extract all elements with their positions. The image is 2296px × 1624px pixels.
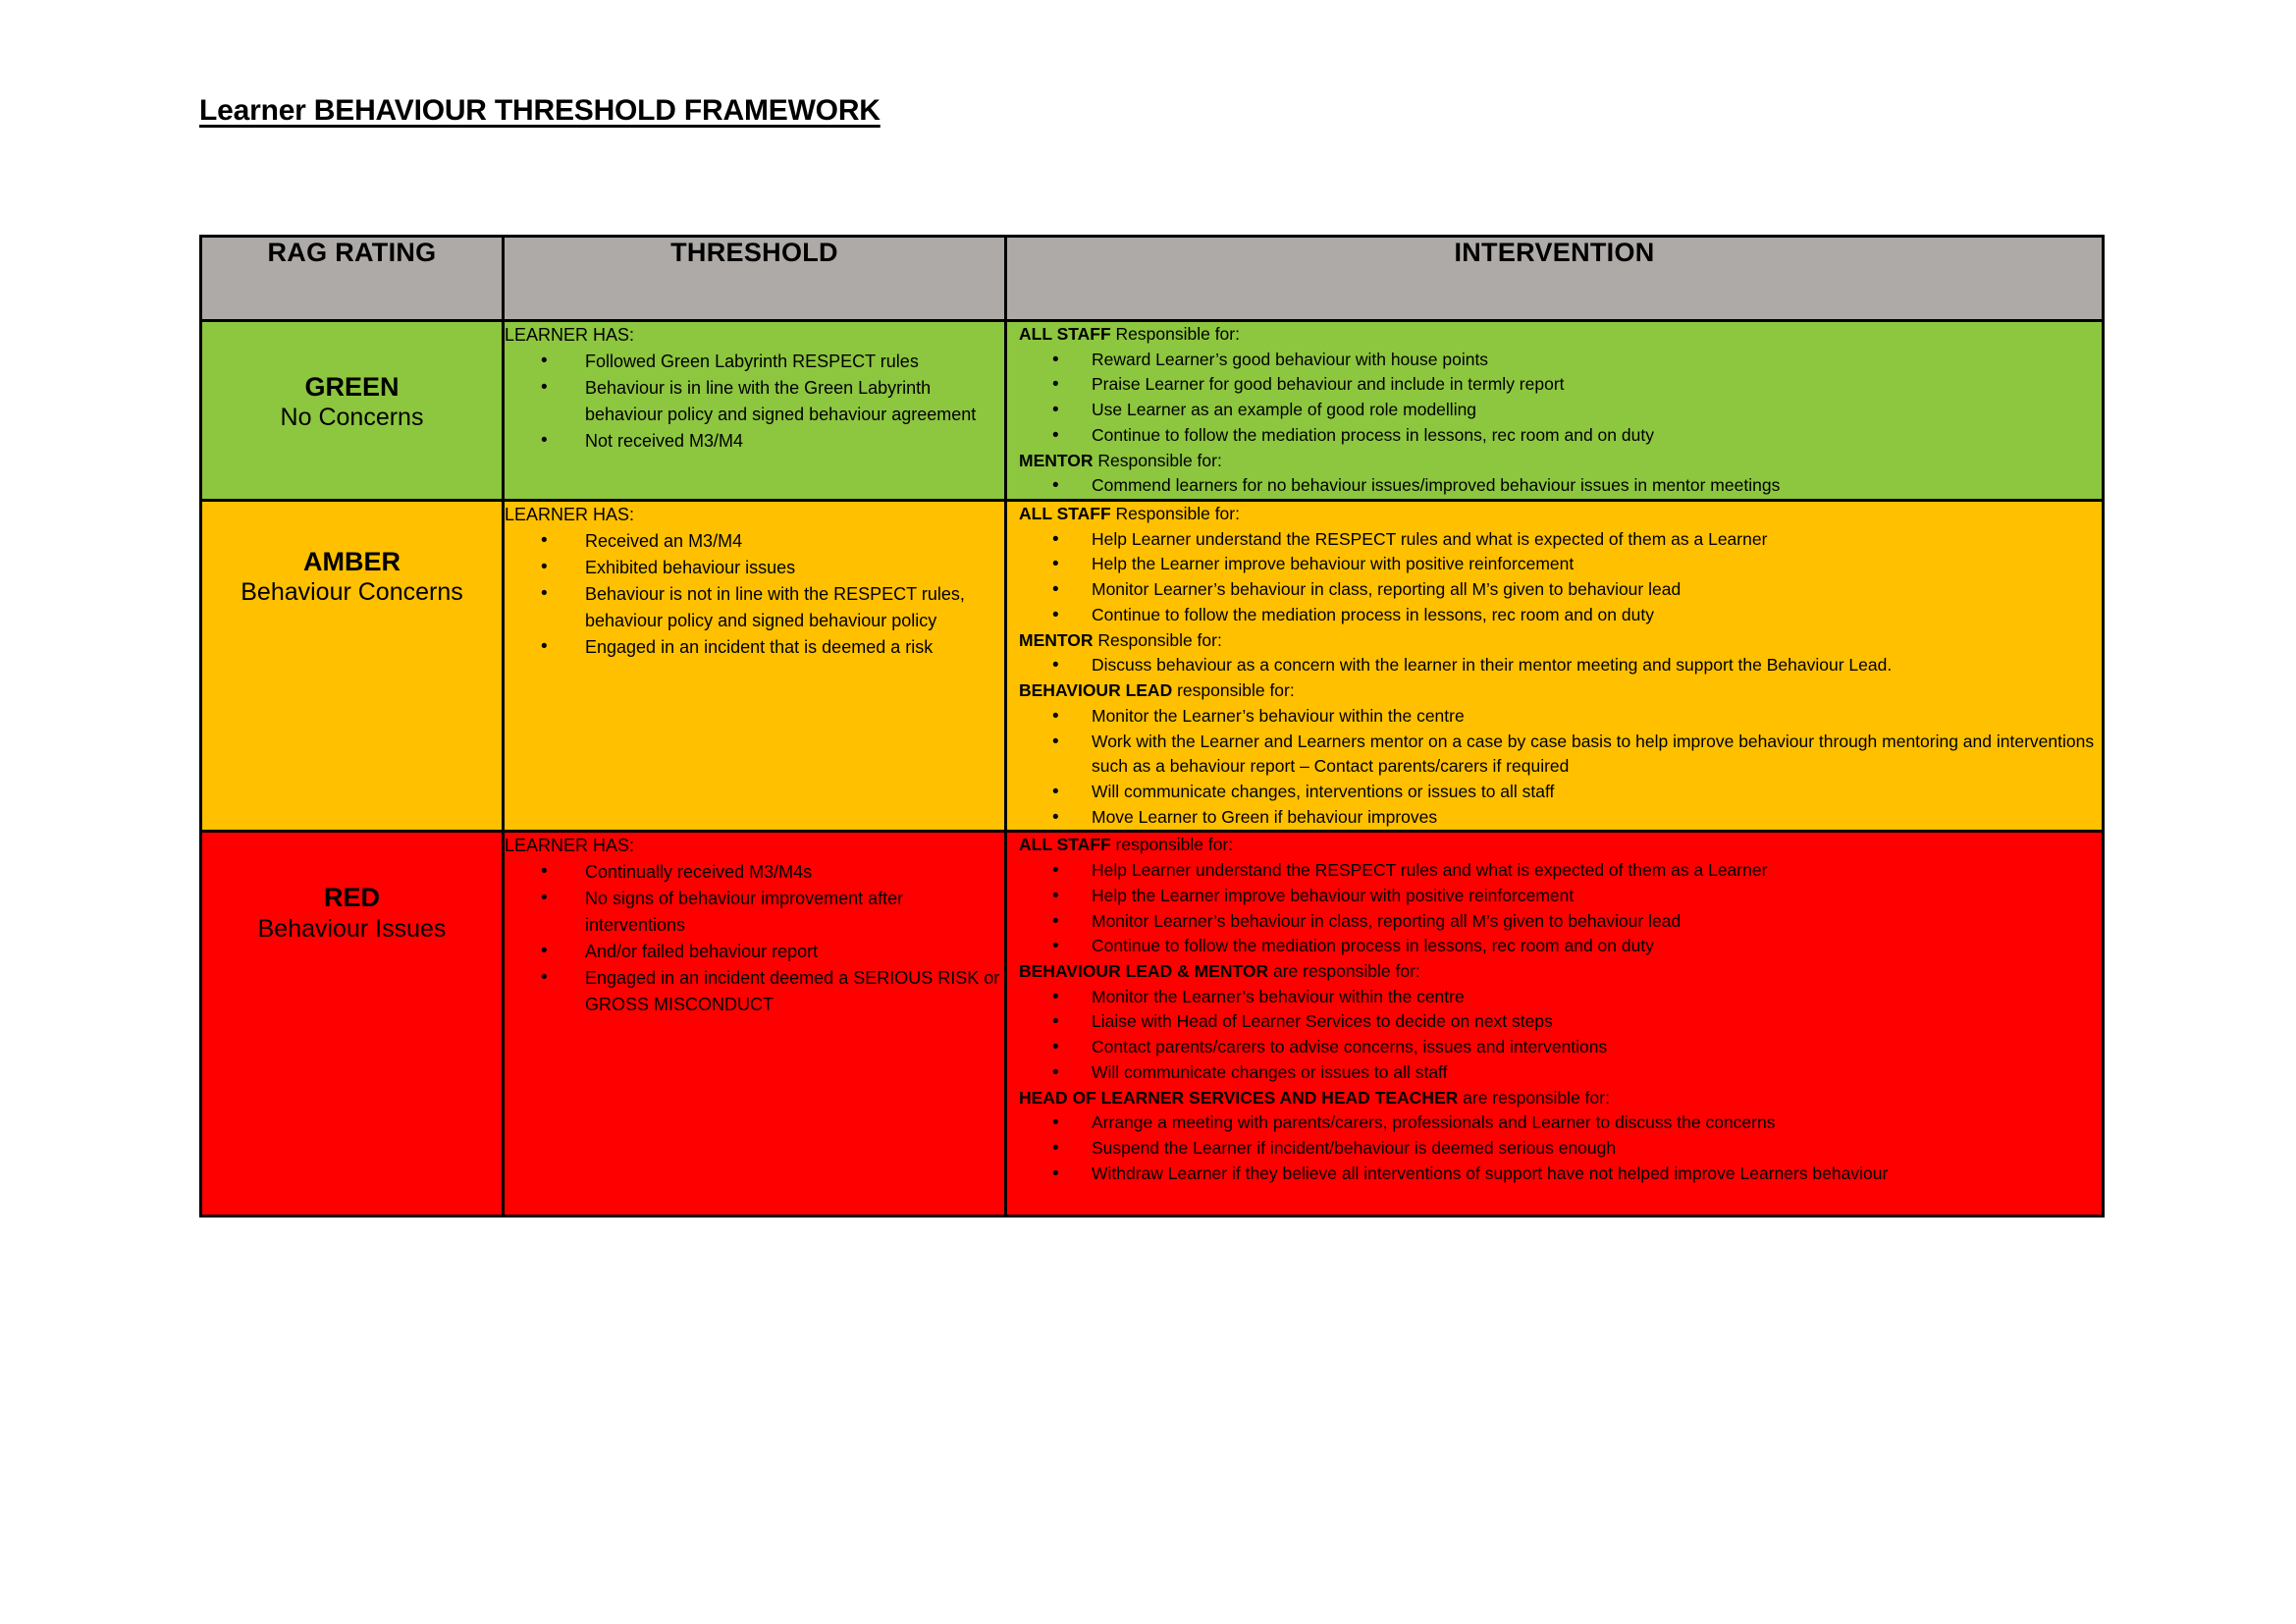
list-item: • Continue to follow the mediation process in lessons, rec room and on duty <box>1019 934 2102 959</box>
list-item: • Behaviour is in line with the Green Labyrinth behaviour policy and signed behaviour agreement <box>505 375 1004 428</box>
list-item: • Withdraw Learner if they believe all interventions of support have not helped improve Learners behaviour <box>1019 1162 2102 1187</box>
list-item: • Monitor the Learner’s behaviour within the centre <box>1019 985 2102 1010</box>
table-row <box>201 321 2104 501</box>
intervention-section-heading: MENTOR Responsible for: <box>1019 450 1222 470</box>
intervention-bullet-list <box>1019 858 2102 959</box>
threshold-heading: LEARNER HAS: <box>505 325 635 345</box>
column-header-intervention: INTERVENTION <box>1006 237 2104 321</box>
column-header-threshold: THRESHOLD <box>504 237 1006 321</box>
threshold-bullet-list <box>505 349 1004 455</box>
list-item: • Continue to follow the mediation process in lessons, rec room and on duty <box>1019 423 2102 449</box>
list-item: • Exhibited behaviour issues <box>505 555 1004 581</box>
list-item: • Liaise with Head of Learner Services to decide on next steps <box>1019 1009 2102 1035</box>
intervention-cell-red <box>1006 832 2104 1217</box>
list-item: • Work with the Learner and Learners mentor on a case by case basis to help improve behaviour through mentoring and interventions such as a behaviour report – Contact parents/carers if required <box>1019 730 2102 780</box>
column-header-rag-rating: RAG RATING <box>201 237 504 321</box>
list-item: • Use Learner as an example of good role modelling <box>1019 398 2102 423</box>
list-item: • Will communicate changes, interventions or issues to all staff <box>1019 780 2102 805</box>
list-item: • Monitor Learner’s behaviour in class, reporting all M’s given to behaviour lead <box>1019 577 2102 603</box>
intervention-section-heading: HEAD OF LEARNER SERVICES AND HEAD TEACHER are responsible for: <box>1019 1087 1610 1108</box>
list-item: • Praise Learner for good behaviour and include in termly report <box>1019 372 2102 398</box>
intervention-cell-green <box>1006 321 2104 501</box>
list-item: • Move Learner to Green if behaviour improves <box>1019 805 2102 831</box>
list-item: • Help the Learner improve behaviour with positive reinforcement <box>1019 884 2102 909</box>
list-item: • Help Learner understand the RESPECT rules and what is expected of them as a Learner <box>1019 858 2102 884</box>
intervention-section-heading: ALL STAFF Responsible for: <box>1019 504 1240 524</box>
list-item: • Followed Green Labyrinth RESPECT rules <box>505 349 1004 375</box>
list-item: • Suspend the Learner if incident/behaviour is deemed serious enough <box>1019 1136 2102 1162</box>
intervention-section-heading: BEHAVIOUR LEAD & MENTOR are responsible for: <box>1019 960 1420 981</box>
threshold-cell-amber <box>504 501 1006 832</box>
list-item: • Behaviour is not in line with the RESPECT rules, behaviour policy and signed behaviour policy <box>505 581 1004 634</box>
rag-label: GREEN <box>304 372 400 402</box>
rag-label: AMBER <box>303 547 400 577</box>
intervention-bullet-list <box>1019 473 2102 499</box>
rag-cell-amber <box>201 501 504 832</box>
threshold-cell-green <box>504 321 1006 501</box>
behaviour-threshold-table <box>199 235 2105 1218</box>
intervention-cell-amber <box>1006 501 2104 832</box>
list-item: • Continue to follow the mediation process in lessons, rec room and on duty <box>1019 603 2102 628</box>
table-row <box>201 832 2104 1217</box>
table-header-row <box>201 237 2104 321</box>
threshold-cell-red <box>504 832 1006 1217</box>
rag-cell-green <box>201 321 504 501</box>
intervention-bullet-list <box>1019 527 2102 628</box>
intervention-bullet-list <box>1019 1110 2102 1186</box>
list-item: • Will communicate changes or issues to all staff <box>1019 1060 2102 1086</box>
intervention-section-heading: BEHAVIOUR LEAD responsible for: <box>1019 680 1295 701</box>
list-item: • Discuss behaviour as a concern with the learner in their mentor meeting and support the Behaviour Lead. <box>1019 653 2102 678</box>
list-item: • Reward Learner’s good behaviour with house points <box>1019 348 2102 373</box>
intervention-bullet-list <box>1019 704 2102 831</box>
list-item: • Received an M3/M4 <box>505 528 1004 555</box>
rag-sublabel: Behaviour Concerns <box>240 578 463 607</box>
intervention-bullet-list <box>1019 348 2102 449</box>
list-item: • And/or failed behaviour report <box>505 939 1004 965</box>
list-item: • Arrange a meeting with parents/carers, professionals and Learner to discuss the concerns <box>1019 1110 2102 1136</box>
rag-cell-red <box>201 832 504 1217</box>
page-title: Learner BEHAVIOUR THRESHOLD FRAMEWORK <box>199 94 881 127</box>
list-item: • Help Learner understand the RESPECT rules and what is expected of them as a Learner <box>1019 527 2102 553</box>
list-item: • Engaged in an incident deemed a SERIOUS RISK or GROSS MISCONDUCT <box>505 965 1004 1018</box>
list-item: • Contact parents/carers to advise concerns, issues and interventions <box>1019 1035 2102 1060</box>
threshold-bullet-list <box>505 859 1004 1018</box>
intervention-section-heading: MENTOR Responsible for: <box>1019 629 1222 650</box>
list-item: • Engaged in an incident that is deemed a risk <box>505 634 1004 661</box>
table-row <box>201 501 2104 832</box>
rag-label: RED <box>323 883 380 913</box>
list-item: • Monitor Learner’s behaviour in class, reporting all M’s given to behaviour lead <box>1019 909 2102 935</box>
intervention-bullet-list <box>1019 985 2102 1086</box>
list-item: • Help the Learner improve behaviour with positive reinforcement <box>1019 552 2102 577</box>
list-item: • Commend learners for no behaviour issues/improved behaviour issues in mentor meetings <box>1019 473 2102 499</box>
threshold-heading: LEARNER HAS: <box>505 505 635 525</box>
intervention-section-heading: ALL STAFF responsible for: <box>1019 835 1234 855</box>
threshold-heading: LEARNER HAS: <box>505 836 635 856</box>
intervention-section-heading: ALL STAFF Responsible for: <box>1019 324 1240 344</box>
list-item: • Not received M3/M4 <box>505 428 1004 455</box>
rag-sublabel: No Concerns <box>280 404 424 432</box>
list-item: • Continually received M3/M4s <box>505 859 1004 886</box>
list-item: • No signs of behaviour improvement after interventions <box>505 886 1004 939</box>
intervention-bullet-list <box>1019 653 2102 678</box>
threshold-bullet-list <box>505 528 1004 661</box>
rag-sublabel: Behaviour Issues <box>257 914 447 943</box>
list-item: • Monitor the Learner’s behaviour within the centre <box>1019 704 2102 730</box>
